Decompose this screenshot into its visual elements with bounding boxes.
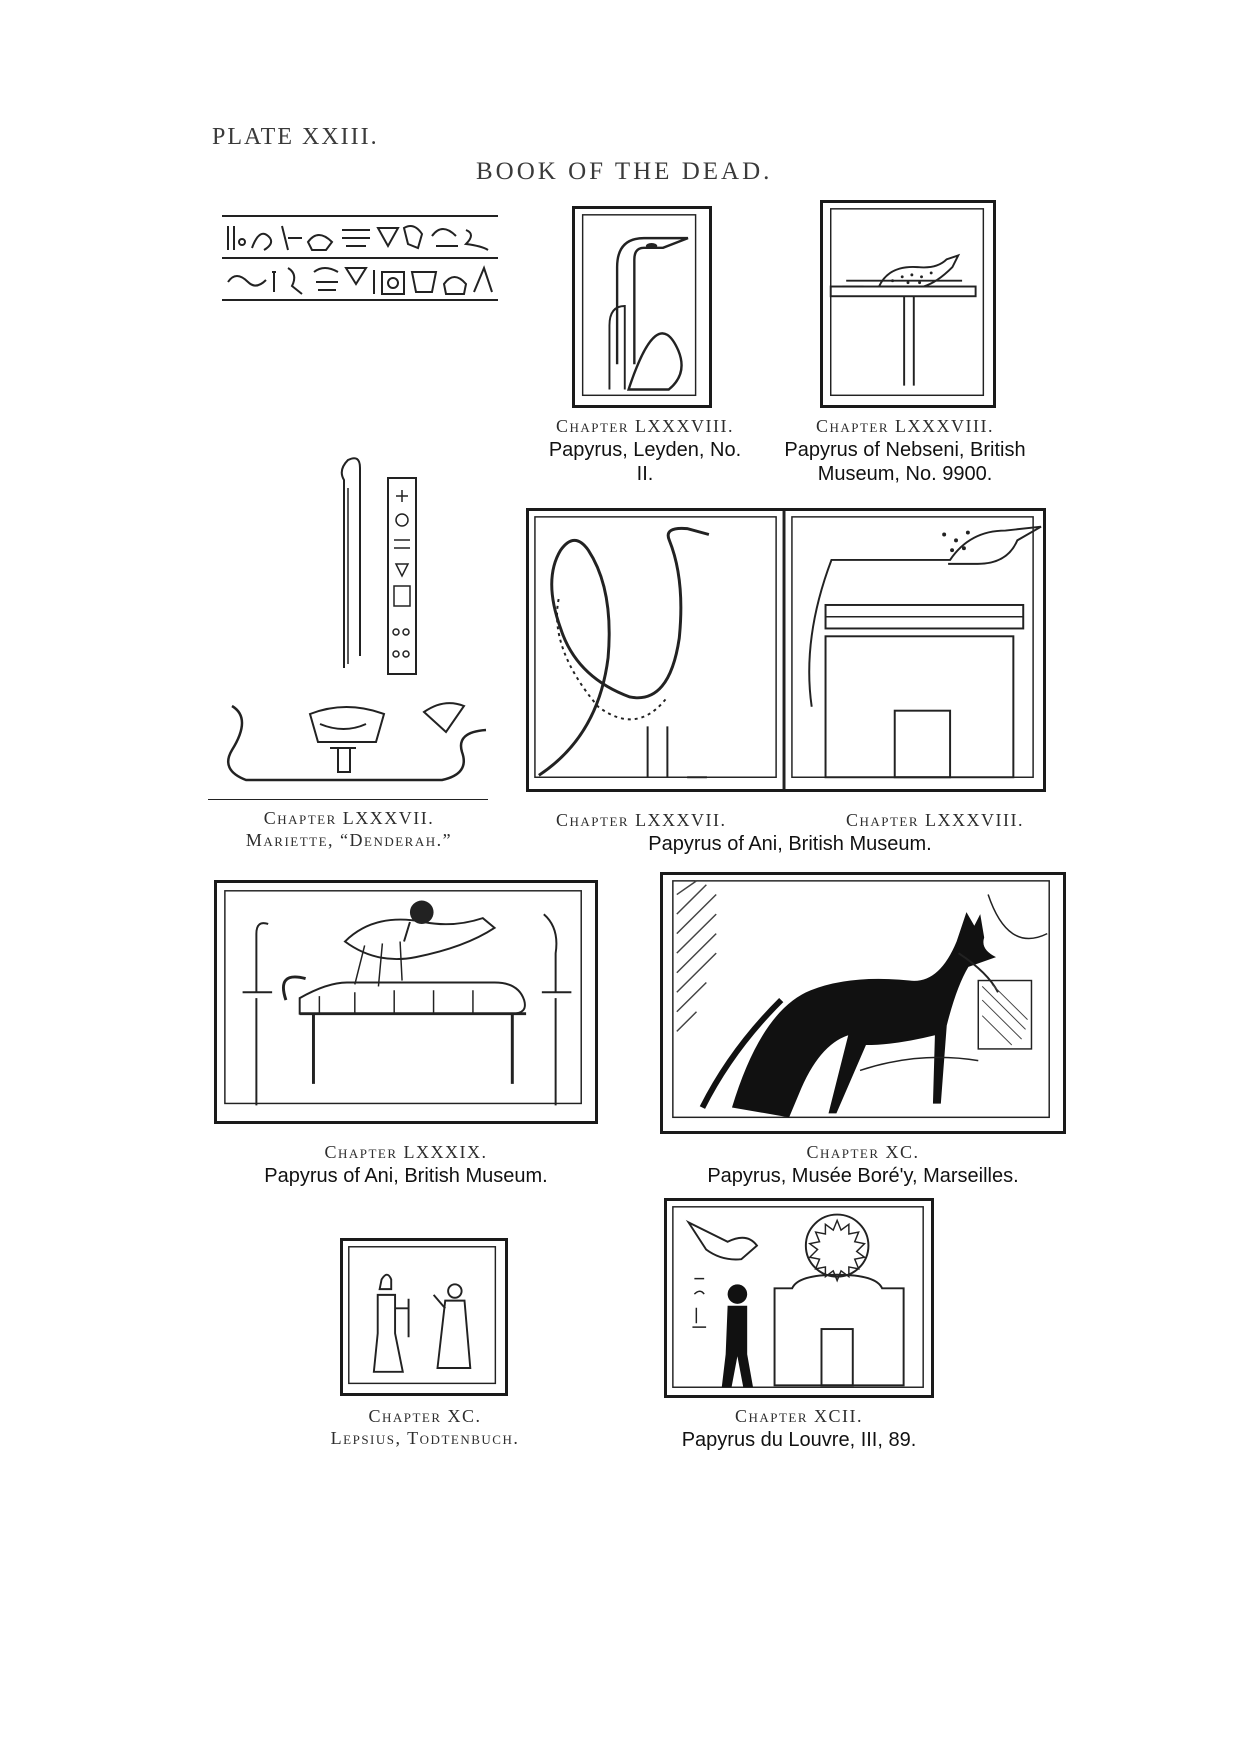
caption-fig45 bbox=[540, 810, 1040, 856]
bird-soul-and-shade-icon bbox=[667, 1201, 931, 1395]
hieroglyph-glyphs-icon bbox=[222, 212, 498, 304]
caption-source: Papyrus, Musée Boré'y, Marseilles. bbox=[707, 1164, 1019, 1187]
caption-fig9 bbox=[640, 1406, 958, 1452]
caption-chapter: Chapter XC. bbox=[368, 1406, 482, 1426]
caption-source: Lepsius, Todtenbuch. bbox=[330, 1427, 520, 1448]
figure-ani-soul-over-mummy bbox=[214, 880, 598, 1124]
serpent-from-lotus-icon bbox=[208, 436, 490, 800]
caption-chapter-left: Chapter LXXXVII. bbox=[556, 810, 727, 830]
jackal-icon bbox=[663, 875, 1063, 1131]
figure-papyrus-nebseni bbox=[820, 200, 996, 408]
caption-source: Papyrus of Nebseni, British Museum, No. 9900. bbox=[784, 438, 1026, 486]
caption-chapter: Chapter XC. bbox=[806, 1142, 920, 1162]
caption-fig6 bbox=[214, 1142, 598, 1188]
figure-lepsius bbox=[340, 1238, 508, 1396]
caption-fig3 bbox=[208, 808, 490, 852]
figure-jackal bbox=[660, 872, 1066, 1134]
caption-source: Mariette, “Denderah.” bbox=[245, 829, 453, 850]
serpent-on-pedestal-icon bbox=[823, 203, 993, 405]
plate-title: BOOK OF THE DEAD. bbox=[476, 158, 773, 185]
caption-source: Papyrus of Ani, British Museum. bbox=[264, 1164, 548, 1187]
caption-fig2 bbox=[760, 416, 1050, 487]
serpent-and-crocodile-shrine-icon bbox=[529, 511, 1043, 789]
soul-bird-over-mummy-icon bbox=[217, 883, 595, 1121]
serpent-on-legs-icon bbox=[575, 209, 709, 405]
figure-louvre bbox=[664, 1198, 934, 1398]
caption-fig7 bbox=[660, 1142, 1066, 1188]
caption-source: Papyrus of Ani, British Museum. bbox=[648, 832, 932, 855]
plate-number: PLATE XXIII. bbox=[212, 124, 379, 150]
caption-chapter: Chapter LXXXIX. bbox=[324, 1142, 488, 1162]
caption-chapter-right: Chapter LXXXVIII. bbox=[845, 810, 1024, 830]
caption-fig1 bbox=[540, 416, 750, 487]
caption-chapter: Chapter XCII. bbox=[734, 1406, 864, 1426]
caption-source: Papyrus du Louvre, III, 89. bbox=[681, 1428, 917, 1451]
hieroglyphic-inscription bbox=[222, 212, 498, 304]
figure-papyrus-leyden bbox=[572, 206, 712, 408]
caption-chapter: Chapter LXXXVIII. bbox=[555, 416, 735, 436]
caption-fig8 bbox=[300, 1406, 550, 1450]
caption-chapter: Chapter LXXXVIII. bbox=[815, 416, 995, 436]
two-figures-icon bbox=[343, 1241, 505, 1393]
figure-papyrus-ani-pair bbox=[526, 508, 1046, 792]
caption-chapter: Chapter LXXXVII. bbox=[263, 808, 435, 828]
caption-source: Papyrus, Leyden, No. II. bbox=[548, 438, 742, 486]
figure-denderah bbox=[208, 436, 490, 800]
